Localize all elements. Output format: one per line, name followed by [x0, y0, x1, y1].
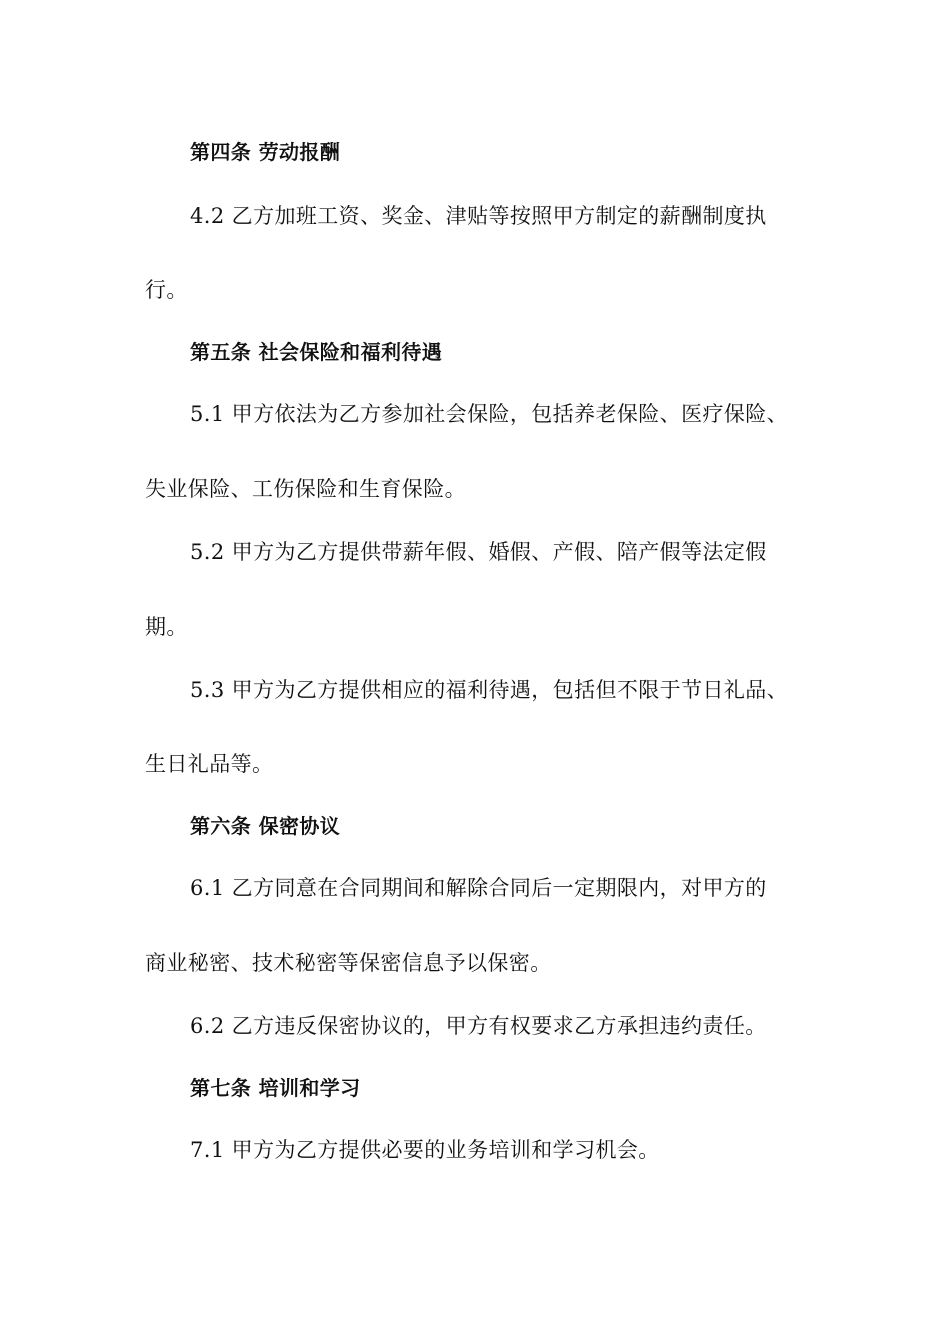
paragraph-line: 失业保险、工伤保险和生育保险。: [145, 477, 466, 501]
paragraph-line: 行。: [145, 278, 188, 302]
section-heading: 第五条 社会保险和福利待遇: [190, 340, 443, 364]
paragraph-line: 6.2 乙方违反保密协议的，甲方有权要求乙方承担违约责任。: [190, 1014, 767, 1038]
paragraph-line: 7.1 甲方为乙方提供必要的业务培训和学习机会。: [190, 1138, 660, 1162]
paragraph-line: 4.2 乙方加班工资、奖金、津贴等按照甲方制定的薪酬制度执: [190, 204, 767, 228]
paragraph-line: 5.3 甲方为乙方提供相应的福利待遇，包括但不限于节日礼品、: [190, 678, 789, 702]
section-heading: 第七条 培训和学习: [190, 1076, 361, 1100]
paragraph-line: 5.1 甲方依法为乙方参加社会保险，包括养老保险、医疗保险、: [190, 402, 789, 426]
paragraph-line: 生日礼品等。: [145, 752, 274, 776]
paragraph-line: 商业秘密、技术秘密等保密信息予以保密。: [145, 951, 552, 975]
paragraph-line: 6.1 乙方同意在合同期间和解除合同后一定期限内，对甲方的: [190, 876, 767, 900]
paragraph-line: 5.2 甲方为乙方提供带薪年假、婚假、产假、陪产假等法定假: [190, 540, 767, 564]
section-heading: 第六条 保密协议: [190, 814, 341, 838]
paragraph-line: 期。: [145, 615, 188, 639]
section-heading: 第四条 劳动报酬: [190, 140, 341, 164]
